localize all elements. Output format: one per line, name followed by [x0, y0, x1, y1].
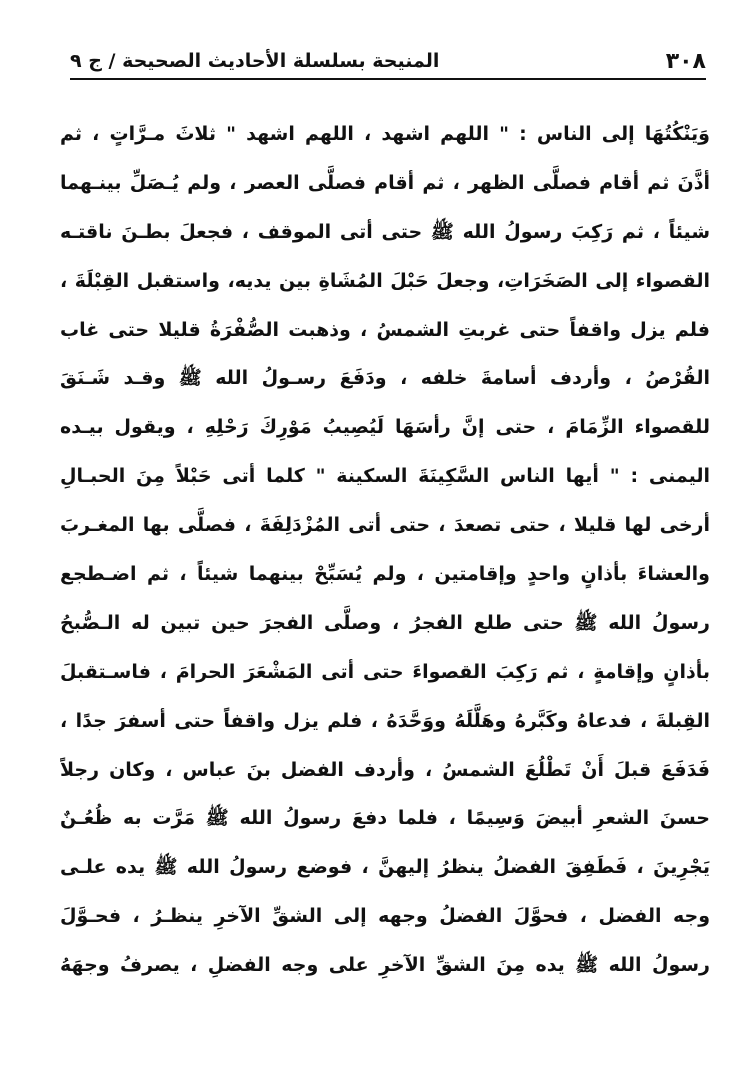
page-number: ٣٠٨ [665, 49, 706, 74]
text-line: رسولُ الله ﷺ يده مِنَ الشقِّ الآخرِ على وجه الفضلِ ، يصرفُ وجهَهُ [60, 954, 710, 977]
text-line: أذَّنَ ثم أقام فصلَّى الظهر ، ثم أقام فصلَّى العصر ، ولم يُـصَلِّ بينـهما [60, 171, 710, 194]
text-line: والعشاءَ بأذانٍ واحدٍ وإقامتين ، ولم يُسَبِّحْ بينهما شيئاً ، ثم اضـطجع [60, 563, 710, 586]
text-line: القُرْصُ ، وأردف أسامةَ خلفه ، ودَفَعَ رسـولُ الله ﷺ وقـد شَـنَقَ [60, 367, 710, 390]
header-rule [70, 78, 706, 80]
text-line: حسنَ الشعرِ أبيضَ وَسِيمًا ، فلما دفعَ رسولُ الله ﷺ مَرَّت به ظُعُـنٌ [60, 807, 710, 830]
text-line: بأذانٍ وإقامةٍ ، ثم رَكِبَ القصواءَ حتى أتى المَشْعَرَ الحرامَ ، فاسـتقبلَ [60, 660, 710, 683]
text-line: اليمنى : " أيها الناس السَّكِينَةَ السكينة " كلما أتى حَبْلاً مِنَ الحبـالِ [60, 465, 710, 488]
text-line: فَدَفَعَ قبلَ أَنْ تَطْلُعَ الشمسُ ، وأردف الفضل بنَ عباس ، وكان رجلاً [60, 758, 710, 781]
text-line: للقصواء الزِّمَامَ ، حتى إنَّ رأسَهَا لَيُصِيبُ مَوْرِكَ رَحْلِهِ ، ويقول بيـده [60, 416, 710, 439]
text-line: فلم يزل واقفاً حتى غربتِ الشمسُ ، وذهبت الصُّفْرَةُ قليلا حتى غاب [60, 318, 710, 341]
text-line: وَيَنْكُتُهَا إلى الناس : " اللهم اشهد ، اللهم اشهد " ثلاثَ مـرَّاتٍ ، ثم [60, 123, 710, 145]
text-line: وجه الفضل ، فحوَّلَ الفضلُ وجهه إلى الشقِّ الآخرِ ينظـرُ ، فحـوَّلَ [60, 905, 710, 928]
text-line: القصواء إلى الصَخَرَاتِ، وجعلَ حَبْلَ المُشَاةِ بين يديه، واستقبل القِبْلَةَ ، [60, 269, 710, 292]
body-text [60, 110, 710, 990]
text-line: رسولُ الله ﷺ حتى طلع الفجرُ ، وصلَّى الفجرَ حين تبين له الـصُّبحُ [60, 611, 710, 634]
running-header [70, 38, 706, 78]
text-line: شيئاً ، ثم رَكِبَ رسولُ الله ﷺ حتى أتى الموقف ، فجعلَ بطـنَ ناقتـه [60, 220, 710, 243]
text-line: يَجْرِينَ ، فَطَفِقَ الفضلُ ينظرُ إليهنَّ ، فوضع رسولُ الله ﷺ يده علـى [60, 856, 710, 879]
running-title: المنيحة بسلسلة الأحاديث الصحيحة / ج ٩ [70, 50, 440, 72]
text-line: أرخى لها قليلا ، حتى تصعدَ ، حتى أتى المُزْدَلِفَةَ ، فصلَّى بها المغـربَ [60, 514, 710, 537]
text-line: القِبلةَ ، فدعاهُ وكَبَّرهُ وهَلَّلَهُ ووَحَّدَهُ ، فلم يزل واقفاً حتى أسفرَ جدًا ، [60, 709, 710, 732]
